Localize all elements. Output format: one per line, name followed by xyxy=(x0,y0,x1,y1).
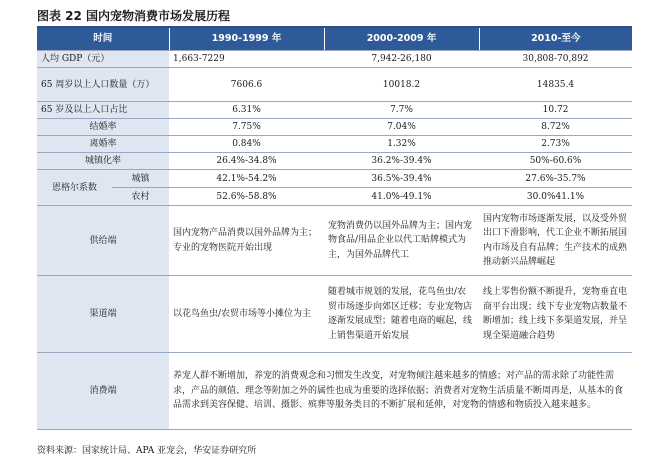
cell-supply-p3: 国内宠物市场逐渐发展，以及受外贸出口下滑影响，代工企业不断拓展国内市场及自有品牌；生产技术的成熟推动新兴品牌崛起 xyxy=(479,206,632,276)
cell-engel-rural-p1: 52.6%-58.8% xyxy=(169,188,324,206)
cell-ratio65-p1: 6.31% xyxy=(169,102,324,119)
table-row xyxy=(37,188,632,206)
cell-divorce-p3: 2.73% xyxy=(479,136,632,153)
cell-pop65-p2: 10018.2 xyxy=(324,68,479,102)
cell-pop65-p3: 14835.4 xyxy=(479,68,632,102)
table-row xyxy=(37,276,632,353)
table-row xyxy=(37,102,632,119)
header-period-3: 2010-至今 xyxy=(479,28,632,51)
row-label-engel: 恩格尔系数 xyxy=(37,170,112,206)
cell-supply-p2: 宠物消费仍以国外品牌为主；国内宠物食品/用品企业以代工贴牌模式为主，为国外品牌代工 xyxy=(324,206,479,276)
header-time: 时间 xyxy=(37,28,169,51)
row-label-consumer: 消费端 xyxy=(37,353,169,430)
table-row xyxy=(37,119,632,136)
cell-engel-rural-p3: 30.0%41.1% xyxy=(479,188,632,206)
row-label-supply: 供给端 xyxy=(37,206,169,276)
table-header-row xyxy=(37,28,632,51)
cell-channel-p2: 随着城市规划的发展，花鸟鱼虫/农贸市场逐步向郊区迁移；专业宠物店逐渐发展成型；随着电商的崛起，线上销售渠道开始发展 xyxy=(324,276,479,353)
row-label-engel-rural: 农村 xyxy=(112,188,169,206)
table-row xyxy=(37,51,632,68)
cell-channel-p1: 以花鸟鱼虫/农贸市场等小摊位为主 xyxy=(169,276,324,353)
row-label-engel-town: 城镇 xyxy=(112,170,169,188)
row-label-marriage: 结婚率 xyxy=(37,119,169,136)
cell-ratio65-p3: 10.72 xyxy=(479,102,632,119)
cell-marriage-p2: 7.04% xyxy=(324,119,479,136)
row-label-divorce: 离婚率 xyxy=(37,136,169,153)
cell-pop65-p1: 7606.6 xyxy=(169,68,324,102)
row-label-pop65: 65 周岁以上人口数量（万） xyxy=(37,68,169,102)
cell-gdp-p2: 7,942-26,180 xyxy=(324,51,479,68)
source-note: 资料来源：国家统计局、APA 亚宠会，华安证券研究所 xyxy=(37,446,257,456)
cell-engel-town-p2: 36.5%-39.4% xyxy=(324,170,479,188)
row-label-gdp: 人均 GDP（元） xyxy=(37,51,169,68)
cell-gdp-p3: 30,808-70,892 xyxy=(479,51,632,68)
cell-supply-p1: 国内宠物产品消费以国外品牌为主；专业的宠物医院开始出现 xyxy=(169,206,324,276)
row-label-urban: 城镇化率 xyxy=(37,153,169,170)
table-row xyxy=(37,353,632,430)
cell-engel-town-p1: 42.1%-54.2% xyxy=(169,170,324,188)
header-period-2: 2000-2009 年 xyxy=(324,28,479,51)
header-period-1: 1990-1999 年 xyxy=(169,28,324,51)
cell-urban-p2: 36.2%-39.4% xyxy=(324,153,479,170)
table-row xyxy=(37,68,632,102)
row-label-ratio65: 65 岁及以上人口占比 xyxy=(37,102,169,119)
cell-gdp-p1: 1,663-7229 xyxy=(169,51,324,68)
table-row xyxy=(37,136,632,153)
table-row xyxy=(37,206,632,276)
table-row xyxy=(37,153,632,170)
figure-title: 图表 22 国内宠物消费市场发展历程 xyxy=(37,9,231,23)
cell-engel-rural-p2: 41.0%-49.1% xyxy=(324,188,479,206)
cell-divorce-p2: 1.32% xyxy=(324,136,479,153)
cell-divorce-p1: 0.84% xyxy=(169,136,324,153)
cell-consumer: 养宠人群不断增加，养宠的消费观念和习惯发生改变，对宠物倾注越来越多的情感；对产品的需求除了功能性需求，产品的颜值、理念等附加之外的属性也成为重要的选择依据；消费者对宠物生活质量不断周再是，从基本的食品需求到美容保健、培训、摄影、殡葬等服务类目的不断扩展和延伸，对宠物的情感和物质投入越来越多。 xyxy=(169,353,632,430)
cell-engel-town-p3: 27.6%-35.7% xyxy=(479,170,632,188)
cell-channel-p3: 线上零售份额不断提升，宠物垂直电商平台出现；线下专业宠物店数量不断增加；线上线下多渠道发展，并呈现全渠道融合趋势 xyxy=(479,276,632,353)
cell-urban-p3: 50%-60.6% xyxy=(479,153,632,170)
cell-ratio65-p2: 7.7% xyxy=(324,102,479,119)
cell-marriage-p1: 7.75% xyxy=(169,119,324,136)
table-row xyxy=(37,170,632,188)
cell-urban-p1: 26.4%-34.8% xyxy=(169,153,324,170)
cell-marriage-p3: 8.72% xyxy=(479,119,632,136)
row-label-channel: 渠道端 xyxy=(37,276,169,353)
pet-market-table xyxy=(37,28,632,430)
